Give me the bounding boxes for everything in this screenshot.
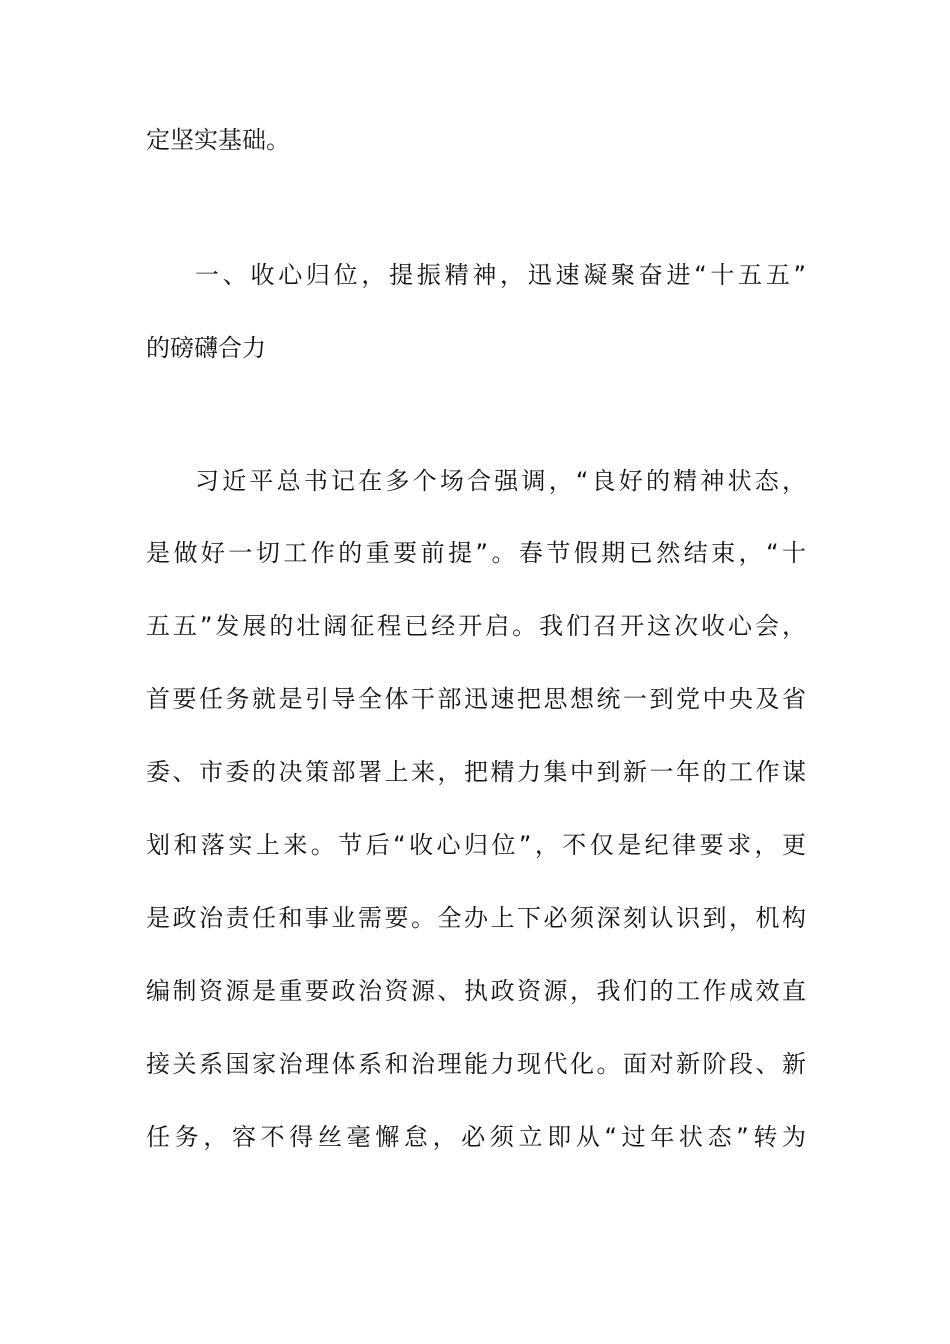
section-heading-line-2: 的磅礴合力	[146, 334, 266, 362]
paragraph-end-line: 定坚实基础。	[146, 126, 290, 154]
body-line: 任务，容不得丝毫懈怠，必须立即从“过年状态”转为	[146, 1123, 806, 1151]
section-heading-line-1: 一、收心归位，提振精神，迅速凝聚奋进“十五五”	[195, 261, 806, 289]
body-line: 委、市委的决策部署上来，把精力集中到新一年的工作谋	[146, 758, 806, 786]
body-line: 五五”发展的壮阔征程已经开启。我们召开这次收心会，	[146, 612, 806, 640]
body-line: 编制资源是重要政治资源、执政资源，我们的工作成效直	[146, 977, 806, 1005]
body-line: 首要任务就是引导全体干部迅速把思想统一到党中央及省	[146, 685, 806, 713]
body-line: 是做好一切工作的重要前提”。春节假期已然结束，“十	[146, 539, 806, 567]
body-line: 接关系国家治理体系和治理能力现代化。面对新阶段、新	[146, 1050, 806, 1078]
body-line: 划和落实上来。节后“收心归位”，不仅是纪律要求，更	[146, 831, 806, 859]
body-line: 习近平总书记在多个场合强调，“良好的精神状态，	[195, 467, 806, 495]
body-line: 是政治责任和事业需要。全办上下必须深刻认识到，机构	[146, 904, 806, 932]
